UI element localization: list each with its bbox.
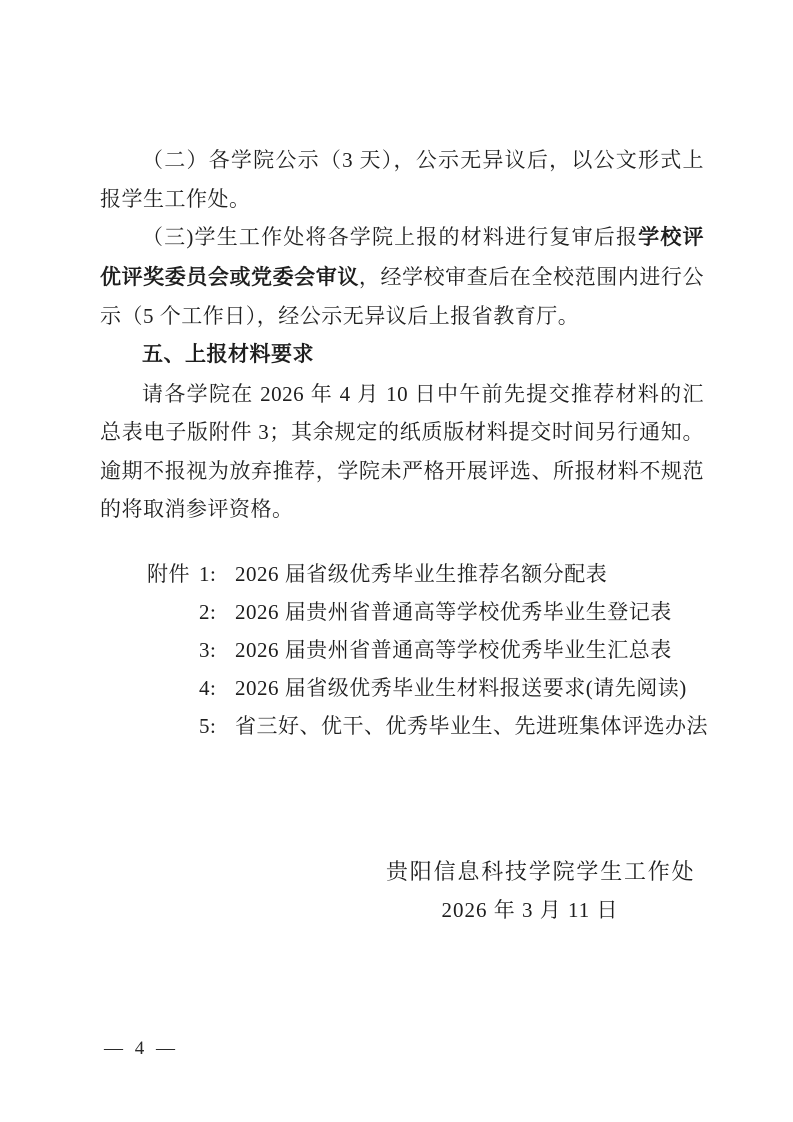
signature-date: 2026 年 3 月 11 日 xyxy=(441,898,619,922)
attachment-number: 1: xyxy=(199,561,217,586)
attachment-title: 2026 届省级优秀毕业生推荐名额分配表 xyxy=(235,561,608,586)
page-number: — 4 — xyxy=(104,1038,175,1059)
attachment-row xyxy=(147,669,704,707)
attachment-label-spacer xyxy=(147,707,199,745)
attachment-title: 2026 届贵州省普通高等学校优秀毕业生汇总表 xyxy=(235,637,672,662)
document-body xyxy=(100,141,708,745)
attachment-row xyxy=(147,593,704,631)
paragraph-requirements: 请各学院在 2026 年 4 月 10 日中午前先提交推荐材料的汇总表电子版附件 3；其余规定的纸质版材料提交时间另行通知。逾期不报视为放弃推荐，学院未严格开展评选、所报材料不规范的将取消参评资格。 xyxy=(100,381,704,522)
paragraph-item-3-post: ，经学校审查后在全校范围内进行公示（5 个工作日），经公示无异议后上报省教育厅。 xyxy=(100,264,705,329)
attachment-row xyxy=(147,631,704,669)
attachment-label-spacer xyxy=(147,593,199,631)
attachment-number: 2: xyxy=(199,599,217,624)
attachment-number: 5: xyxy=(199,713,217,738)
attachment-row xyxy=(147,707,708,745)
section-heading-5: 五、上报材料要求 xyxy=(142,342,314,366)
signature-block xyxy=(386,858,696,924)
attachment-list-label: 附件 xyxy=(147,561,190,586)
attachment-title: 2026 届贵州省普通高等学校优秀毕业生登记表 xyxy=(235,599,672,624)
attachment-label-spacer xyxy=(147,669,199,707)
attachment-title: 2026 届省级优秀毕业生材料报送要求(请先阅读) xyxy=(235,675,687,700)
attachment-number: 3: xyxy=(199,637,217,662)
attachment-number: 4: xyxy=(199,675,217,700)
paragraph-item-3-bold-emphasis: 学校评优评奖委员会或党委会审议 xyxy=(100,226,705,289)
attachment-row xyxy=(147,555,704,593)
paragraph-item-2: （二）各学院公示（3 天），公示无异议后，以公文形式上报学生工作处。 xyxy=(100,148,704,211)
attachment-list xyxy=(147,555,708,745)
paragraph-item-3-pre: （三)学生工作处将各学院上报的材料进行复审后报 xyxy=(142,225,639,250)
signature-org: 贵阳信息科技学院学生工作处 xyxy=(386,859,696,884)
attachment-label-spacer xyxy=(147,631,199,669)
paragraph-item-3 xyxy=(100,218,704,336)
attachment-title: 省三好、优干、优秀毕业生、先进班集体评选办法 xyxy=(235,713,708,738)
